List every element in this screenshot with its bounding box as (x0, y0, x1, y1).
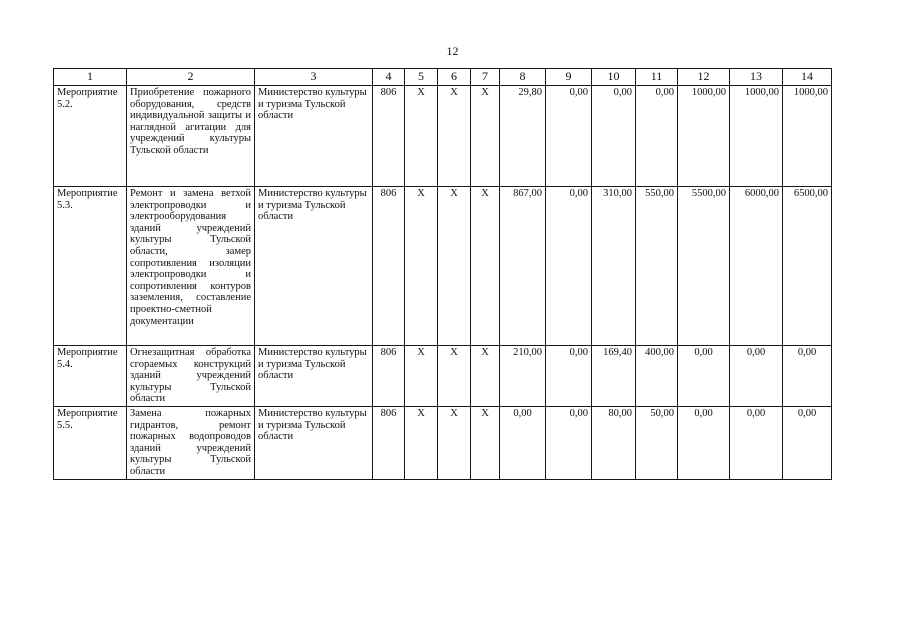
x-cell: X (438, 187, 471, 346)
amount-cell: 310,00 (592, 187, 636, 346)
table-row (54, 86, 832, 187)
header-cell-1: 1 (54, 69, 127, 86)
header-cell-5: 5 (405, 69, 438, 86)
table-row (54, 187, 832, 346)
event-id-cell: Мероприятие 5.5. (54, 406, 127, 479)
amount-cell: 0,00 (783, 406, 832, 479)
amount-cell: 0,00 (546, 187, 592, 346)
event-description-cell: Замена пожарных гидрантов, ремонт пожарных водопроводов зданий учреждений культуры Тульской области (127, 406, 255, 479)
x-cell: X (471, 346, 500, 407)
x-cell: X (471, 187, 500, 346)
header-cell-11: 11 (636, 69, 678, 86)
x-cell: X (471, 406, 500, 479)
amount-cell: 5500,00 (678, 187, 730, 346)
table-row (54, 346, 832, 407)
x-cell: X (405, 406, 438, 479)
amount-cell: 6500,00 (783, 187, 832, 346)
x-cell: X (405, 86, 438, 187)
amount-cell: 0,00 (546, 86, 592, 187)
amount-cell: 400,00 (636, 346, 678, 407)
amount-cell: 6000,00 (730, 187, 783, 346)
header-cell-9: 9 (546, 69, 592, 86)
amount-cell: 0,00 (783, 346, 832, 407)
amount-cell: 0,00 (678, 406, 730, 479)
amount-cell: 1000,00 (678, 86, 730, 187)
amount-cell: 0,00 (592, 86, 636, 187)
amount-cell: 0,00 (546, 346, 592, 407)
page-number: 12 (446, 44, 459, 58)
executor-cell: Министерство культуры и туризма Тульской области (255, 187, 373, 346)
header-cell-12: 12 (678, 69, 730, 86)
amount-cell: 867,00 (500, 187, 546, 346)
header-cell-8: 8 (500, 69, 546, 86)
x-cell: X (438, 86, 471, 187)
amount-cell: 0,00 (678, 346, 730, 407)
amount-cell: 50,00 (636, 406, 678, 479)
x-cell: X (405, 187, 438, 346)
event-description-cell: Ремонт и замена ветхой электропроводки и электрооборудования зданий учреждений культуры Тульской области, замер сопротивления изоляции электропроводки и сопротивления контуров заземления, составление проектно-сметной документации (127, 187, 255, 346)
amount-cell: 29,80 (500, 86, 546, 187)
header-cell-7: 7 (471, 69, 500, 86)
header-cell-4: 4 (373, 69, 405, 86)
header-cell-6: 6 (438, 69, 471, 86)
code-cell: 806 (373, 346, 405, 407)
x-cell: X (405, 346, 438, 407)
x-cell: X (438, 346, 471, 407)
amount-cell: 0,00 (636, 86, 678, 187)
x-cell: X (471, 86, 500, 187)
amount-cell: 0,00 (500, 406, 546, 479)
header-row (54, 69, 832, 86)
program-activities-table (53, 68, 832, 480)
event-id-cell: Мероприятие 5.2. (54, 86, 127, 187)
header-cell-10: 10 (592, 69, 636, 86)
executor-cell: Министерство культуры и туризма Тульской области (255, 86, 373, 187)
event-id-cell: Мероприятие 5.3. (54, 187, 127, 346)
code-cell: 806 (373, 187, 405, 346)
amount-cell: 1000,00 (783, 86, 832, 187)
header-cell-14: 14 (783, 69, 832, 86)
table-row (54, 406, 832, 479)
amount-cell: 0,00 (546, 406, 592, 479)
header-cell-2: 2 (127, 69, 255, 86)
amount-cell: 0,00 (730, 406, 783, 479)
header-cell-13: 13 (730, 69, 783, 86)
amount-cell: 0,00 (730, 346, 783, 407)
amount-cell: 169,40 (592, 346, 636, 407)
code-cell: 806 (373, 406, 405, 479)
executor-cell: Министерство культуры и туризма Тульской области (255, 406, 373, 479)
event-id-cell: Мероприятие 5.4. (54, 346, 127, 407)
code-cell: 806 (373, 86, 405, 187)
amount-cell: 1000,00 (730, 86, 783, 187)
amount-cell: 210,00 (500, 346, 546, 407)
event-description-cell: Огнезащитная обработка сгораемых конструкций зданий учреждений культуры Тульской области (127, 346, 255, 407)
executor-cell: Министерство культуры и туризма Тульской области (255, 346, 373, 407)
x-cell: X (438, 406, 471, 479)
amount-cell: 80,00 (592, 406, 636, 479)
header-cell-3: 3 (255, 69, 373, 86)
amount-cell: 550,00 (636, 187, 678, 346)
event-description-cell: Приобретение пожарного оборудования, средств индивидуальной защиты и наглядной агитации для учреждений культуры Тульской области (127, 86, 255, 187)
